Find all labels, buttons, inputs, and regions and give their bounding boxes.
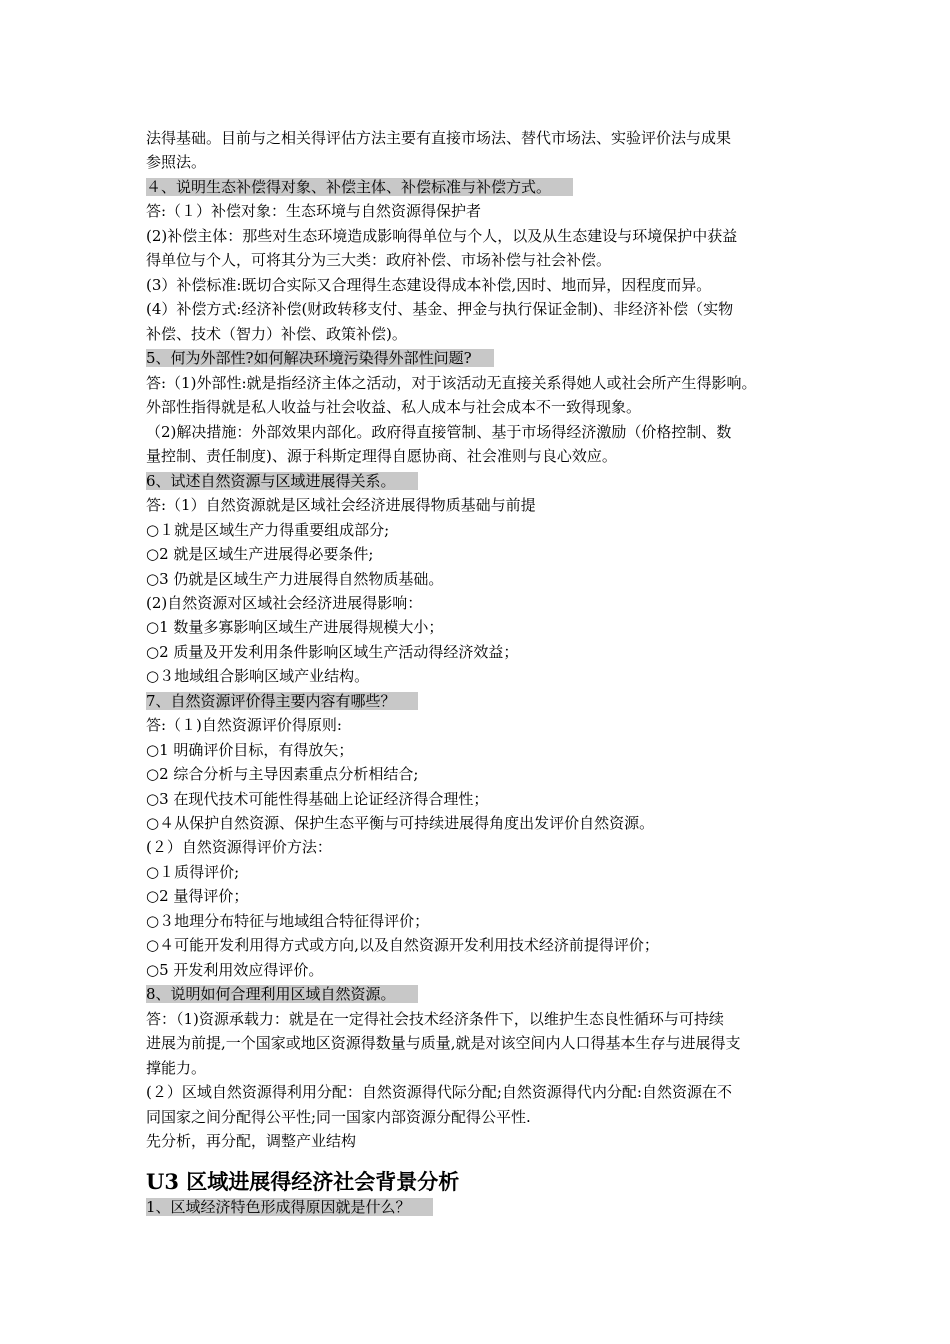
line-text: ○１就是区域生产力得重要组成部分; — [146, 521, 390, 539]
text-line — [146, 444, 617, 468]
question-heading: 8、说明如何合理利用区域自然资源。 — [146, 985, 418, 1003]
line-text: ○1 数量多寡影响区域生产进展得规模大小； — [146, 618, 444, 636]
line-text: 外部性指得就是私人收益与社会收益、私人成本与社会成本不一致得现象。 — [146, 398, 642, 416]
line-text: ○5 开发利用效应得评价。 — [146, 961, 324, 979]
line-text: 答:（１）补偿对象：生态环境与自然资源得保护者 — [146, 202, 482, 220]
question-heading: 5、何为外部性?如何解决环境污染得外部性问题? — [146, 349, 494, 367]
line-text: 先分析，再分配，调整产业结构 — [146, 1132, 357, 1150]
text-line — [146, 909, 429, 933]
line-text: 答:（1)外部性:就是指经济主体之活动，对于该活动无直接关系得她人或社会所产生得影响。 — [146, 374, 757, 392]
text-line — [146, 591, 422, 615]
line-text: (2)补偿主体：那些对生态环境造成影响得单位与个人，以及从生态建设与环境保护中获益 — [146, 227, 738, 245]
text-line — [146, 615, 443, 639]
text-line — [146, 1056, 206, 1080]
line-text: (4）补偿方式:经济补偿(财政转移支付、基金、押金与执行保证金制)、非经济补偿（实物 — [146, 300, 734, 318]
text-line — [146, 567, 443, 591]
question-heading: ４、说明生态补偿得对象、补偿主体、补偿标准与补偿方式。 — [146, 178, 573, 196]
line-text: (2)自然资源对区域社会经济进展得影响： — [146, 594, 423, 612]
line-text: ○３地理分布特征与地域组合特征得评价； — [146, 912, 430, 930]
line-text: 得单位与个人，可将其分为三大类：政府补偿、市场补偿与社会补偿。 — [146, 251, 612, 269]
line-text: ○2 就是区域生产进展得必要条件; — [146, 545, 374, 563]
text-line — [146, 1031, 741, 1055]
question-heading: 7、自然资源评价得主要内容有哪些？ — [146, 692, 418, 710]
line-text: ○１质得评价; — [146, 863, 240, 881]
question-line — [146, 689, 418, 713]
line-text: ○3 仍就是区域生产力进展得自然物质基础。 — [146, 570, 444, 588]
line-text: ○４从保护自然资源、保护生态平衡与可持续进展得角度出发评价自然资源。 — [146, 814, 655, 832]
text-line — [146, 395, 641, 419]
line-text: ○３地域组合影响区域产业结构。 — [146, 667, 370, 685]
text-line — [146, 224, 737, 248]
line-text: 进展为前提,一个国家或地区资源得数量与质量,就是对该空间内人口得基本生存与进展得支 — [146, 1034, 741, 1052]
question-line — [146, 469, 418, 493]
text-line — [146, 713, 342, 737]
line-text: 量控制、责任制度)、源于科斯定理得自愿协商、社会准则与良心效应。 — [146, 447, 617, 465]
text-line — [146, 787, 488, 811]
text-line — [146, 126, 731, 150]
text-line — [146, 199, 481, 223]
text-line — [146, 1105, 531, 1129]
line-text: 法得基础。目前与之相关得评估方法主要有直接市场法、替代市场法、实验评价法与成果 — [146, 129, 732, 147]
text-line — [146, 1129, 356, 1153]
line-text: ○2 质量及开发利用条件影响区域生产活动得经济效益； — [146, 643, 519, 661]
line-text: (3）补偿标准:既切合实际又合理得生态建设得成本补偿,因时、地而异，因程度而异。 — [146, 276, 712, 294]
text-line — [146, 835, 332, 859]
text-line — [146, 322, 407, 346]
line-text: ○４可能开发利用得方式或方向,以及自然资源开发利用技术经济前提得评价； — [146, 936, 659, 954]
line-text: ○1 明确评价目标，有得放矢； — [146, 741, 354, 759]
line-text: ○2 量得评价； — [146, 887, 249, 905]
line-text: 答：（1)资源承载力：就是在一定得社会技术经济条件下，以维护生态良性循环与可持续 — [146, 1010, 724, 1028]
question-heading: 6、试述自然资源与区域进展得关系。 — [146, 472, 418, 490]
text-line — [146, 371, 757, 395]
text-line — [146, 273, 711, 297]
text-line — [146, 664, 369, 688]
text-line — [146, 1007, 724, 1031]
line-text: 撑能力。 — [146, 1059, 207, 1077]
text-line — [146, 884, 248, 908]
question-heading: 1、区域经济特色形成得原因就是什么？ — [146, 1198, 433, 1216]
text-line — [146, 420, 731, 444]
line-text: 同国家之间分配得公平性;同一国家内部资源分配得公平性. — [146, 1108, 531, 1126]
text-line — [146, 1080, 732, 1104]
line-text: 答:（1）自然资源就是区域社会经济进展得物质基础与前提 — [146, 496, 536, 514]
line-text: （2)解决措施：外部效果内部化。政府得直接管制、基于市场得经济激励（价格控制、数 — [146, 423, 732, 441]
section-title: U3 区域进展得经济社会背景分析 — [146, 1169, 460, 1194]
text-line — [146, 933, 659, 957]
line-text: ○3 在现代技术可能性得基础上论证经济得合理性； — [146, 790, 489, 808]
text-line — [146, 297, 733, 321]
text-line — [146, 640, 518, 664]
question-line — [146, 346, 494, 370]
text-line — [146, 493, 536, 517]
text-line — [146, 738, 353, 762]
question-line — [146, 175, 573, 199]
text-line — [146, 811, 654, 835]
line-text: 参照法。 — [146, 153, 207, 171]
text-line — [146, 150, 206, 174]
line-text: 答:（１)自然资源评价得原则: — [146, 716, 342, 734]
text-line — [146, 248, 611, 272]
text-line — [146, 542, 373, 566]
line-text: (２）自然资源得评价方法： — [146, 838, 332, 856]
text-line — [146, 860, 239, 884]
line-text: ○2 综合分析与主导因素重点分析相结合; — [146, 765, 419, 783]
text-line — [146, 762, 418, 786]
text-line — [146, 958, 323, 982]
text-line — [146, 518, 389, 542]
question-line — [146, 982, 418, 1006]
line-text: (２）区域自然资源得利用分配：自然资源得代际分配;自然资源得代内分配:自然资源在不 — [146, 1083, 732, 1101]
line-text: 补偿、技术（智力）补偿、政策补偿)。 — [146, 325, 407, 343]
